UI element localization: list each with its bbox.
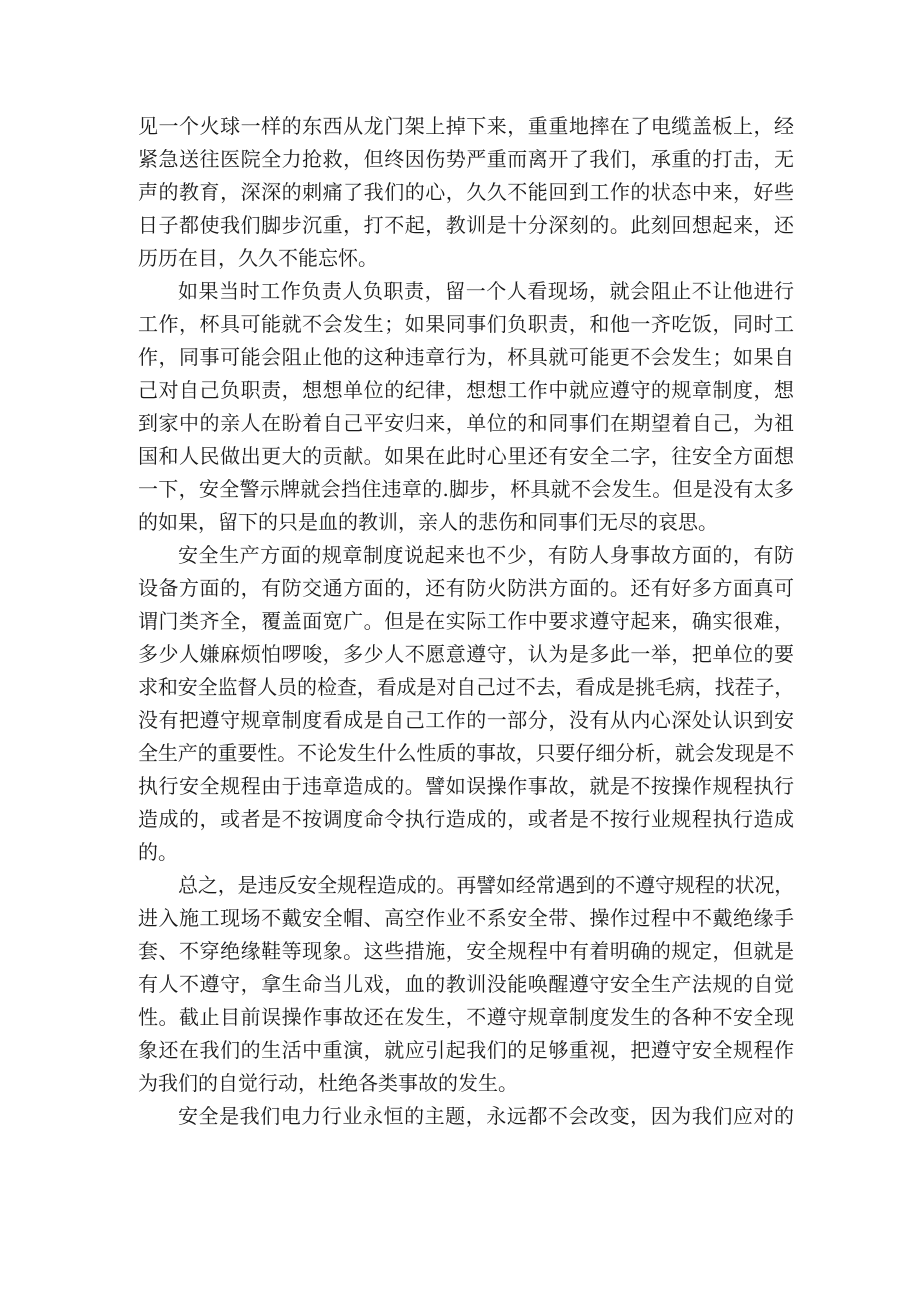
text-line: 多少人嫌麻烦怕啰唆，多少人不愿意遵守，认为是多此一举，把单位的要 (138, 642, 794, 666)
text-line: 总之，是违反安全规程造成的。再譬如经常遇到的不遵守规程的状况， (178, 873, 794, 897)
document-body (138, 110, 794, 1133)
text-line: 执行安全规程由于违章造成的。譬如误操作事故，就是不按操作规程执行 (138, 774, 794, 798)
text-line: 日子都使我们脚步沉重，打不起，教训是十分深刻的。此刻回想起来，还 (138, 213, 794, 237)
text-line: 没有把遵守规章制度看成是自己工作的一部分，没有从内心深处认识到安 (138, 708, 794, 732)
text-line: 谓门类齐全，覆盖面宽广。但是在实际工作中要求遵守起来，确实很难， (138, 609, 794, 633)
text-line: 全生产的重要性。不论发生什么性质的事故，只要仔细分析，就会发现是不 (138, 741, 794, 765)
text-line: 象还在我们的生活中重演，就应引起我们的足够重视，把遵守安全规程作 (138, 1038, 794, 1062)
text-line: 设备方面的，有防交通方面的，还有防火防洪方面的。还有好多方面真可 (138, 576, 794, 600)
text-line: 己对自己负职责，想想单位的纪律，想想工作中就应遵守的规章制度，想 (138, 378, 794, 402)
text-line: 造成的，或者是不按调度命令执行造成的，或者是不按行业规程执行造成 (138, 807, 794, 831)
text-line: 的如果，留下的只是血的教训，亲人的悲伤和同事们无尽的哀思。 (138, 510, 718, 534)
text-line: 如果当时工作负责人负职责，留一个人看现场，就会阻止不让他进行 (178, 279, 794, 303)
text-line: 为我们的自觉行动，杜绝各类事故的发生。 (138, 1071, 518, 1095)
text-line: 工作，杯具可能就不会发生；如果同事们负职责，和他一齐吃饭，同时工 (138, 312, 794, 336)
text-line: 安全生产方面的规章制度说起来也不少，有防人身事故方面的，有防 (178, 543, 794, 567)
text-line: 声的教育，深深的刺痛了我们的心，久久不能回到工作的状态中来，好些 (138, 180, 794, 204)
text-line: 一下，安全警示牌就会挡住违章的.脚步，杯具就不会发生。但是没有太多 (138, 477, 794, 501)
text-line: 进入施工现场不戴安全帽、高空作业不系安全带、操作过程中不戴绝缘手 (138, 906, 794, 930)
text-line: 性。截止目前误操作事故还在发生，不遵守规章制度发生的各种不安全现 (138, 1005, 794, 1029)
text-line: 见一个火球一样的东西从龙门架上掉下来，重重地摔在了电缆盖板上，经 (138, 114, 794, 138)
text-line: 套、不穿绝缘鞋等现象。这些措施，安全规程中有着明确的规定，但就是 (138, 939, 794, 963)
text-line: 历历在目，久久不能忘怀。 (138, 246, 378, 270)
text-line: 到家中的亲人在盼着自己平安归来，单位的和同事们在期望着自己，为祖 (138, 411, 794, 435)
text-line: 作，同事可能会阻止他的这种违章行为，杯具就可能更不会发生；如果自 (138, 345, 794, 369)
text-line: 紧急送往医院全力抢救，但终因伤势严重而离开了我们，承重的打击，无 (138, 147, 794, 171)
text-line: 安全是我们电力行业永恒的主题，永远都不会改变，因为我们应对的 (178, 1104, 794, 1128)
text-line: 的。 (138, 840, 178, 864)
text-line: 求和安全监督人员的检查，看成是对自己过不去，看成是挑毛病，找茬子， (138, 675, 794, 699)
text-line: 国和人民做出更大的贡献。如果在此时心里还有安全二字，往安全方面想 (138, 444, 794, 468)
text-line: 有人不遵守，拿生命当儿戏，血的教训没能唤醒遵守安全生产法规的自觉 (138, 972, 794, 996)
